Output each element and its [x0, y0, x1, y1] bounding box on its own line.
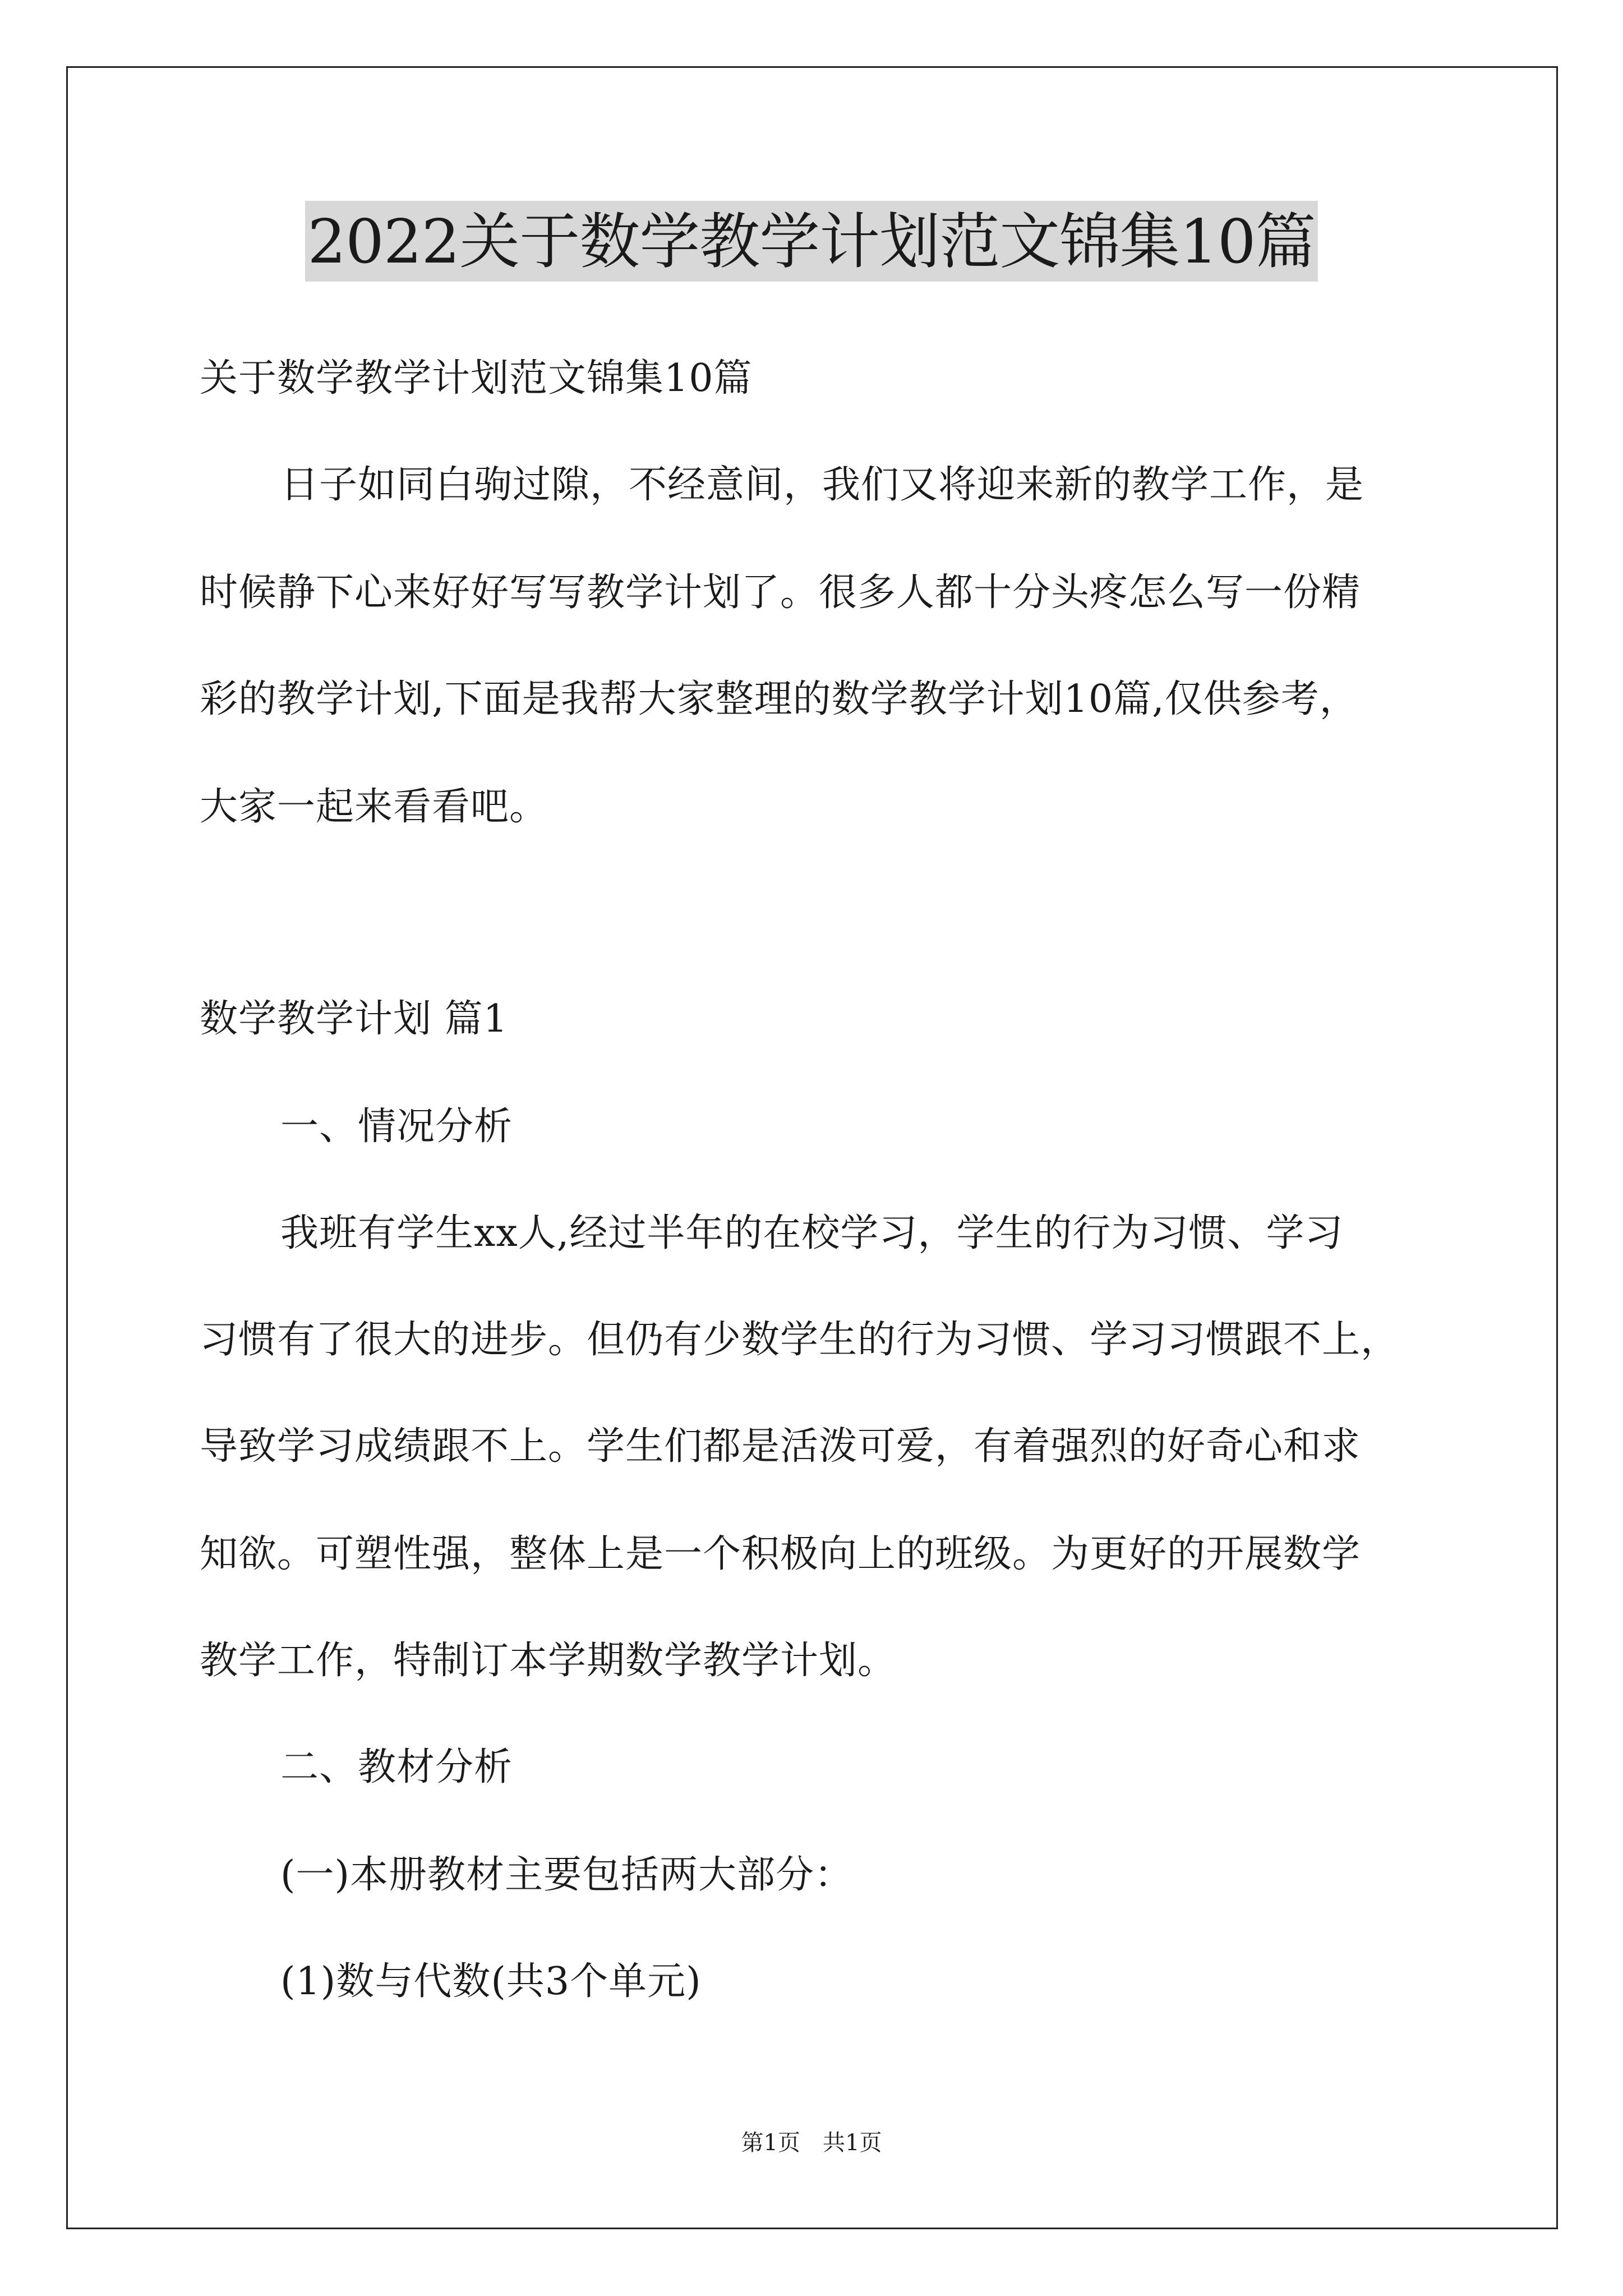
intro-line-3: 彩的教学计划,下面是我帮大家整理的数学教学计划10篇,仅供参考， — [200, 677, 1358, 721]
textbook-line-1: (一)本册教材主要包括两大部分： — [280, 1853, 854, 1897]
section-heading-1: 数学教学计划 篇1 — [200, 997, 508, 1041]
intro-line-1: 日子如同白驹过隙，不经意间，我们又将迎来新的教学工作，是 — [280, 463, 1364, 507]
page-footer: 第1页 共1页 — [741, 2130, 882, 2156]
body-line-1: 我班有学生xx人,经过半年的在校学习，学生的行为习惯、学习 — [280, 1211, 1344, 1255]
intro-line-4: 大家一起来看看吧。 — [200, 785, 548, 829]
subheading-situation: 一、情况分析 — [280, 1105, 513, 1149]
subheading-textbook: 二、教材分析 — [280, 1745, 513, 1789]
textbook-line-2: (1)数与代数(共3个单元) — [280, 1959, 702, 2004]
intro-line-2: 时候静下心来好好写写教学计划了。很多人都十分头疼怎么写一份精 — [200, 570, 1361, 615]
document-title: 2022关于数学教学计划范文锦集10篇 — [305, 201, 1317, 282]
body-line-5: 教学工作，特制订本学期数学教学计划。 — [200, 1639, 897, 1683]
body-line-3: 导致学习成绩跟不上。学生们都是活泼可爱，有着强烈的好奇心和求 — [200, 1424, 1361, 1469]
body-line-2: 习惯有了很大的进步。但仍有少数学生的行为习惯、学习习惯跟不上， — [200, 1318, 1400, 1362]
document-title-wrap — [0, 201, 1623, 282]
subtitle-line: 关于数学教学计划范文锦集10篇 — [200, 356, 753, 401]
body-line-4: 知欲。可塑性强，整体上是一个积极向上的班级。为更好的开展数学 — [200, 1532, 1361, 1576]
